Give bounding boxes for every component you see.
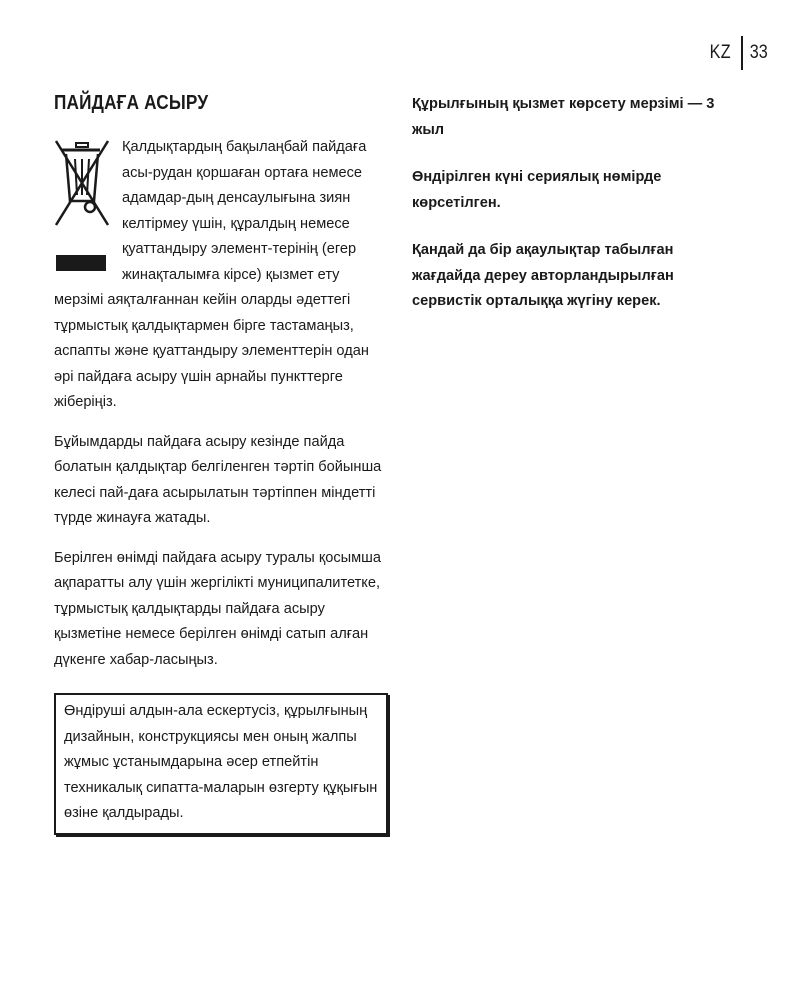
page-number: 33: [749, 42, 768, 63]
weee-black-bar: [56, 255, 106, 271]
intro-paragraph: Қалдықтардың бақылаңбай пайдаға асы-рудан қоршаған ортаға немесе адамдар-дың денсаулығына зиян келтірмеу үшін, құралдың немесе қуаттандыру элемент-терінің (егер жинақталымға кірсе) қызмет ету мерзімі аяқталғаннан кейін оларды әдеттегі тұрмыстық қалдықтармен бірге тастамаңыз, аспапты және қуаттандыру элементтерін одан әрі пайдаға асыру үшін арнайы пункттерге жіберіңіз.: [54, 139, 369, 410]
page-header: [704, 36, 772, 70]
right-column: [412, 92, 742, 315]
language-code: KZ: [709, 42, 731, 63]
defects-notice-text: Қандай да бір ақаулықтар табылған жағдайда дереу авторландырылған сервистік орталыққа жүгіну керек.: [412, 242, 674, 309]
section-title: ПАЙДАҒА АСЫРУ: [54, 92, 209, 114]
weee-symbol: [54, 137, 112, 271]
service-life-text: Құрылғының қызмет көрсету мерзімі — 3 жыл: [412, 96, 715, 138]
collection-paragraph: Бұйымдарды пайдаға асыру кезінде пайда болатын қалдықтар белгіленген тәртіп бойынша келесі пай-даға асырылатын тәртіппен міндетті түрде жинауға жатады.: [54, 433, 382, 526]
production-date-text: Өндірілген күні сериялық нөмірде көрсетілген.: [412, 169, 662, 211]
manufacturer-notice-box: [54, 693, 388, 835]
manufacturer-notice-text: Өндіруші алдын-ала ескертусіз, құрылғының дизайнын, конструкциясы мен оның жалпы жұмыс ұстанымдарына әсер етпейтін техникалық сипатта-маларын өзгерту құқығын өзіне қалдырады.: [64, 703, 378, 821]
crossed-out-wheelie-bin-icon: [54, 137, 112, 247]
disposal-intro: [54, 135, 390, 416]
info-paragraph: Берілген өнімді пайдаға асыру туралы қосымша ақпаратты алу үшін жергілікті муниципалитетке, тұрмыстық қалдықтарды пайдаға асыру қызметіне немесе берілген өнімді сатып алған дүкенге хабар-ласыңыз.: [54, 549, 381, 668]
left-column: [54, 92, 390, 835]
